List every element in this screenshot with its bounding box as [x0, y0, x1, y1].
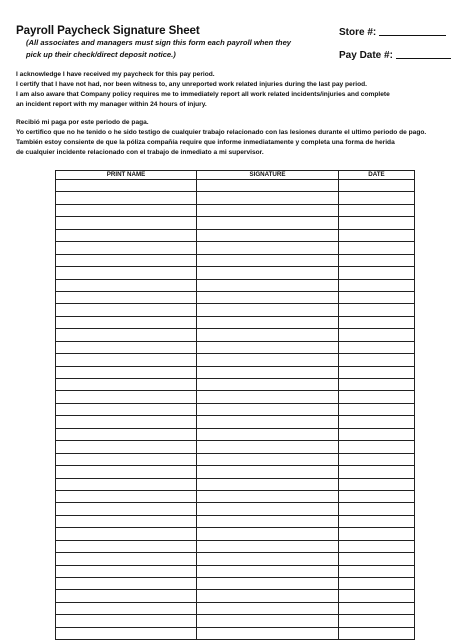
signature-cell[interactable] [197, 627, 339, 639]
signature-cell[interactable] [197, 403, 339, 415]
store-number-field [339, 25, 446, 38]
print-name-cell[interactable] [56, 478, 197, 490]
date-cell[interactable] [339, 329, 415, 341]
print-name-cell[interactable] [56, 229, 197, 241]
table-row [56, 602, 415, 614]
date-cell[interactable] [339, 354, 415, 366]
ack-es-line: Recibió mi paga por este periodo de paga. [16, 119, 149, 126]
print-name-cell[interactable] [56, 329, 197, 341]
signature-cell[interactable] [197, 416, 339, 428]
date-cell[interactable] [339, 416, 415, 428]
date-cell[interactable] [339, 180, 415, 192]
date-cell[interactable] [339, 590, 415, 602]
print-name-cell[interactable] [56, 204, 197, 216]
signature-table [55, 170, 415, 640]
print-name-cell[interactable] [56, 590, 197, 602]
table-row [56, 229, 415, 241]
date-cell[interactable] [339, 316, 415, 328]
table-row [56, 441, 415, 453]
table-row [56, 316, 415, 328]
print-name-cell[interactable] [56, 217, 197, 229]
ack-es-line: También estoy consiente de que la póliza compañía require que informe inmediatamente y completa una forma de herida [16, 139, 395, 146]
print-name-cell[interactable] [56, 180, 197, 192]
table-row [56, 503, 415, 515]
table-row [56, 354, 415, 366]
print-name-cell[interactable] [56, 565, 197, 577]
table-row [56, 627, 415, 639]
date-cell[interactable] [339, 267, 415, 279]
ack-es-line: de cualquier incidente relacionado con el trabajo de inmediato a mi supervisor. [16, 149, 264, 156]
signature-cell[interactable] [197, 528, 339, 540]
date-cell[interactable] [339, 490, 415, 502]
table-row [56, 478, 415, 490]
pay-date-input-line[interactable] [396, 48, 451, 59]
signature-cell[interactable] [197, 267, 339, 279]
signature-cell[interactable] [197, 478, 339, 490]
print-name-cell[interactable] [56, 453, 197, 465]
signature-cell[interactable] [197, 254, 339, 266]
ack-en-line: I am also aware that Company policy requires me to immediately report all work related incidents/injuries and complete [16, 91, 390, 98]
signature-cell[interactable] [197, 553, 339, 565]
signature-cell[interactable] [197, 428, 339, 440]
date-cell[interactable] [339, 453, 415, 465]
print-name-cell[interactable] [56, 366, 197, 378]
date-cell[interactable] [339, 217, 415, 229]
date-cell[interactable] [339, 441, 415, 453]
print-name-cell[interactable] [56, 267, 197, 279]
print-name-cell[interactable] [56, 304, 197, 316]
signature-cell[interactable] [197, 602, 339, 614]
table-row [56, 453, 415, 465]
table-row [56, 515, 415, 527]
signature-cell[interactable] [197, 578, 339, 590]
table-row [56, 279, 415, 291]
table-row [56, 217, 415, 229]
form-instructions-line-1: (All associates and managers must sign this form each payroll when they [26, 38, 292, 47]
print-name-cell[interactable] [56, 403, 197, 415]
print-name-cell[interactable] [56, 441, 197, 453]
pay-date-field [339, 48, 451, 61]
table-row [56, 329, 415, 341]
print-name-cell[interactable] [56, 515, 197, 527]
signature-cell[interactable] [197, 503, 339, 515]
signature-cell[interactable] [197, 279, 339, 291]
signature-cell[interactable] [197, 515, 339, 527]
signature-cell[interactable] [197, 192, 339, 204]
form-instructions-line-2: pick up their check/direct deposit notice.) [26, 49, 176, 59]
print-name-cell[interactable] [56, 428, 197, 440]
print-name-cell[interactable] [56, 578, 197, 590]
signature-cell[interactable] [197, 490, 339, 502]
form-title: Payroll Paycheck Signature Sheet [16, 24, 200, 37]
print-name-cell[interactable] [56, 602, 197, 614]
signature-cell[interactable] [197, 366, 339, 378]
store-number-input-line[interactable] [379, 25, 446, 36]
print-name-cell[interactable] [56, 490, 197, 502]
table-row [56, 565, 415, 577]
table-row [56, 615, 415, 627]
date-cell[interactable] [339, 291, 415, 303]
column-header-signature: SIGNATURE [197, 171, 339, 180]
date-cell[interactable] [339, 553, 415, 565]
date-cell[interactable] [339, 602, 415, 614]
date-cell[interactable] [339, 341, 415, 353]
acknowledgement-spanish [16, 118, 456, 158]
table-row [56, 540, 415, 552]
date-cell[interactable] [339, 428, 415, 440]
signature-cell[interactable] [197, 391, 339, 403]
table-row [56, 578, 415, 590]
signature-cell[interactable] [197, 217, 339, 229]
signature-cell[interactable] [197, 329, 339, 341]
print-name-cell[interactable] [56, 503, 197, 515]
signature-cell[interactable] [197, 615, 339, 627]
date-cell[interactable] [339, 627, 415, 639]
date-cell[interactable] [339, 192, 415, 204]
signature-cell[interactable] [197, 565, 339, 577]
print-name-cell[interactable] [56, 316, 197, 328]
table-row [56, 267, 415, 279]
print-name-cell[interactable] [56, 627, 197, 639]
signature-cell[interactable] [197, 379, 339, 391]
signature-cell[interactable] [197, 441, 339, 453]
form-instructions [26, 37, 326, 60]
signature-cell[interactable] [197, 316, 339, 328]
print-name-cell[interactable] [56, 615, 197, 627]
print-name-cell[interactable] [56, 540, 197, 552]
table-row [56, 254, 415, 266]
table-row [56, 366, 415, 378]
date-cell[interactable] [339, 229, 415, 241]
ack-en-line: I acknowledge I have received my paycheck for this pay period. [16, 71, 215, 78]
ack-es-line: Yo certifico que no he tenido o he sido testigo de cualquier trabajo relacionado con las lesiones durante el ultimo periodo de pago. [16, 129, 427, 136]
date-cell[interactable] [339, 466, 415, 478]
print-name-cell[interactable] [56, 192, 197, 204]
table-row [56, 466, 415, 478]
date-cell[interactable] [339, 503, 415, 515]
print-name-cell[interactable] [56, 416, 197, 428]
date-cell[interactable] [339, 403, 415, 415]
date-cell[interactable] [339, 366, 415, 378]
signature-cell[interactable] [197, 354, 339, 366]
table-row [56, 379, 415, 391]
date-cell[interactable] [339, 478, 415, 490]
signature-cell[interactable] [197, 453, 339, 465]
table-row [56, 428, 415, 440]
signature-cell[interactable] [197, 291, 339, 303]
print-name-cell[interactable] [56, 466, 197, 478]
date-cell[interactable] [339, 304, 415, 316]
table-row [56, 242, 415, 254]
table-row [56, 180, 415, 192]
signature-table-body [56, 180, 415, 640]
print-name-cell[interactable] [56, 242, 197, 254]
signature-cell[interactable] [197, 341, 339, 353]
date-cell[interactable] [339, 578, 415, 590]
date-cell[interactable] [339, 242, 415, 254]
date-cell[interactable] [339, 254, 415, 266]
date-cell[interactable] [339, 204, 415, 216]
date-cell[interactable] [339, 528, 415, 540]
ack-en-line: an incident report with my manager within 24 hours of injury. [16, 101, 207, 108]
date-cell[interactable] [339, 279, 415, 291]
signature-cell[interactable] [197, 540, 339, 552]
column-header-date: DATE [339, 171, 415, 180]
print-name-cell[interactable] [56, 341, 197, 353]
table-row [56, 416, 415, 428]
signature-cell[interactable] [197, 229, 339, 241]
signature-cell[interactable] [197, 304, 339, 316]
table-row [56, 192, 415, 204]
print-name-cell[interactable] [56, 391, 197, 403]
date-cell[interactable] [339, 379, 415, 391]
print-name-cell[interactable] [56, 379, 197, 391]
date-cell[interactable] [339, 565, 415, 577]
table-row [56, 528, 415, 540]
signature-cell[interactable] [197, 590, 339, 602]
date-cell[interactable] [339, 540, 415, 552]
signature-cell[interactable] [197, 180, 339, 192]
table-row [56, 403, 415, 415]
store-number-label: Store #: [339, 27, 377, 38]
table-row [56, 391, 415, 403]
table-header-row [56, 171, 415, 180]
table-row [56, 490, 415, 502]
print-name-cell[interactable] [56, 553, 197, 565]
signature-cell[interactable] [197, 204, 339, 216]
print-name-cell[interactable] [56, 354, 197, 366]
column-header-print-name: PRINT NAME [56, 171, 197, 180]
pay-date-label: Pay Date #: [339, 50, 393, 61]
table-row [56, 341, 415, 353]
signature-cell[interactable] [197, 242, 339, 254]
table-row [56, 304, 415, 316]
acknowledgement-english [16, 70, 456, 110]
print-name-cell[interactable] [56, 279, 197, 291]
table-row [56, 291, 415, 303]
signature-cell[interactable] [197, 466, 339, 478]
table-row [56, 553, 415, 565]
table-row [56, 204, 415, 216]
ack-en-line: I certify that I have not had, nor been witness to, any unreported work related injuries during the last pay period. [16, 81, 367, 88]
date-cell[interactable] [339, 515, 415, 527]
table-row [56, 590, 415, 602]
date-cell[interactable] [339, 391, 415, 403]
print-name-cell[interactable] [56, 254, 197, 266]
print-name-cell[interactable] [56, 528, 197, 540]
print-name-cell[interactable] [56, 291, 197, 303]
date-cell[interactable] [339, 615, 415, 627]
